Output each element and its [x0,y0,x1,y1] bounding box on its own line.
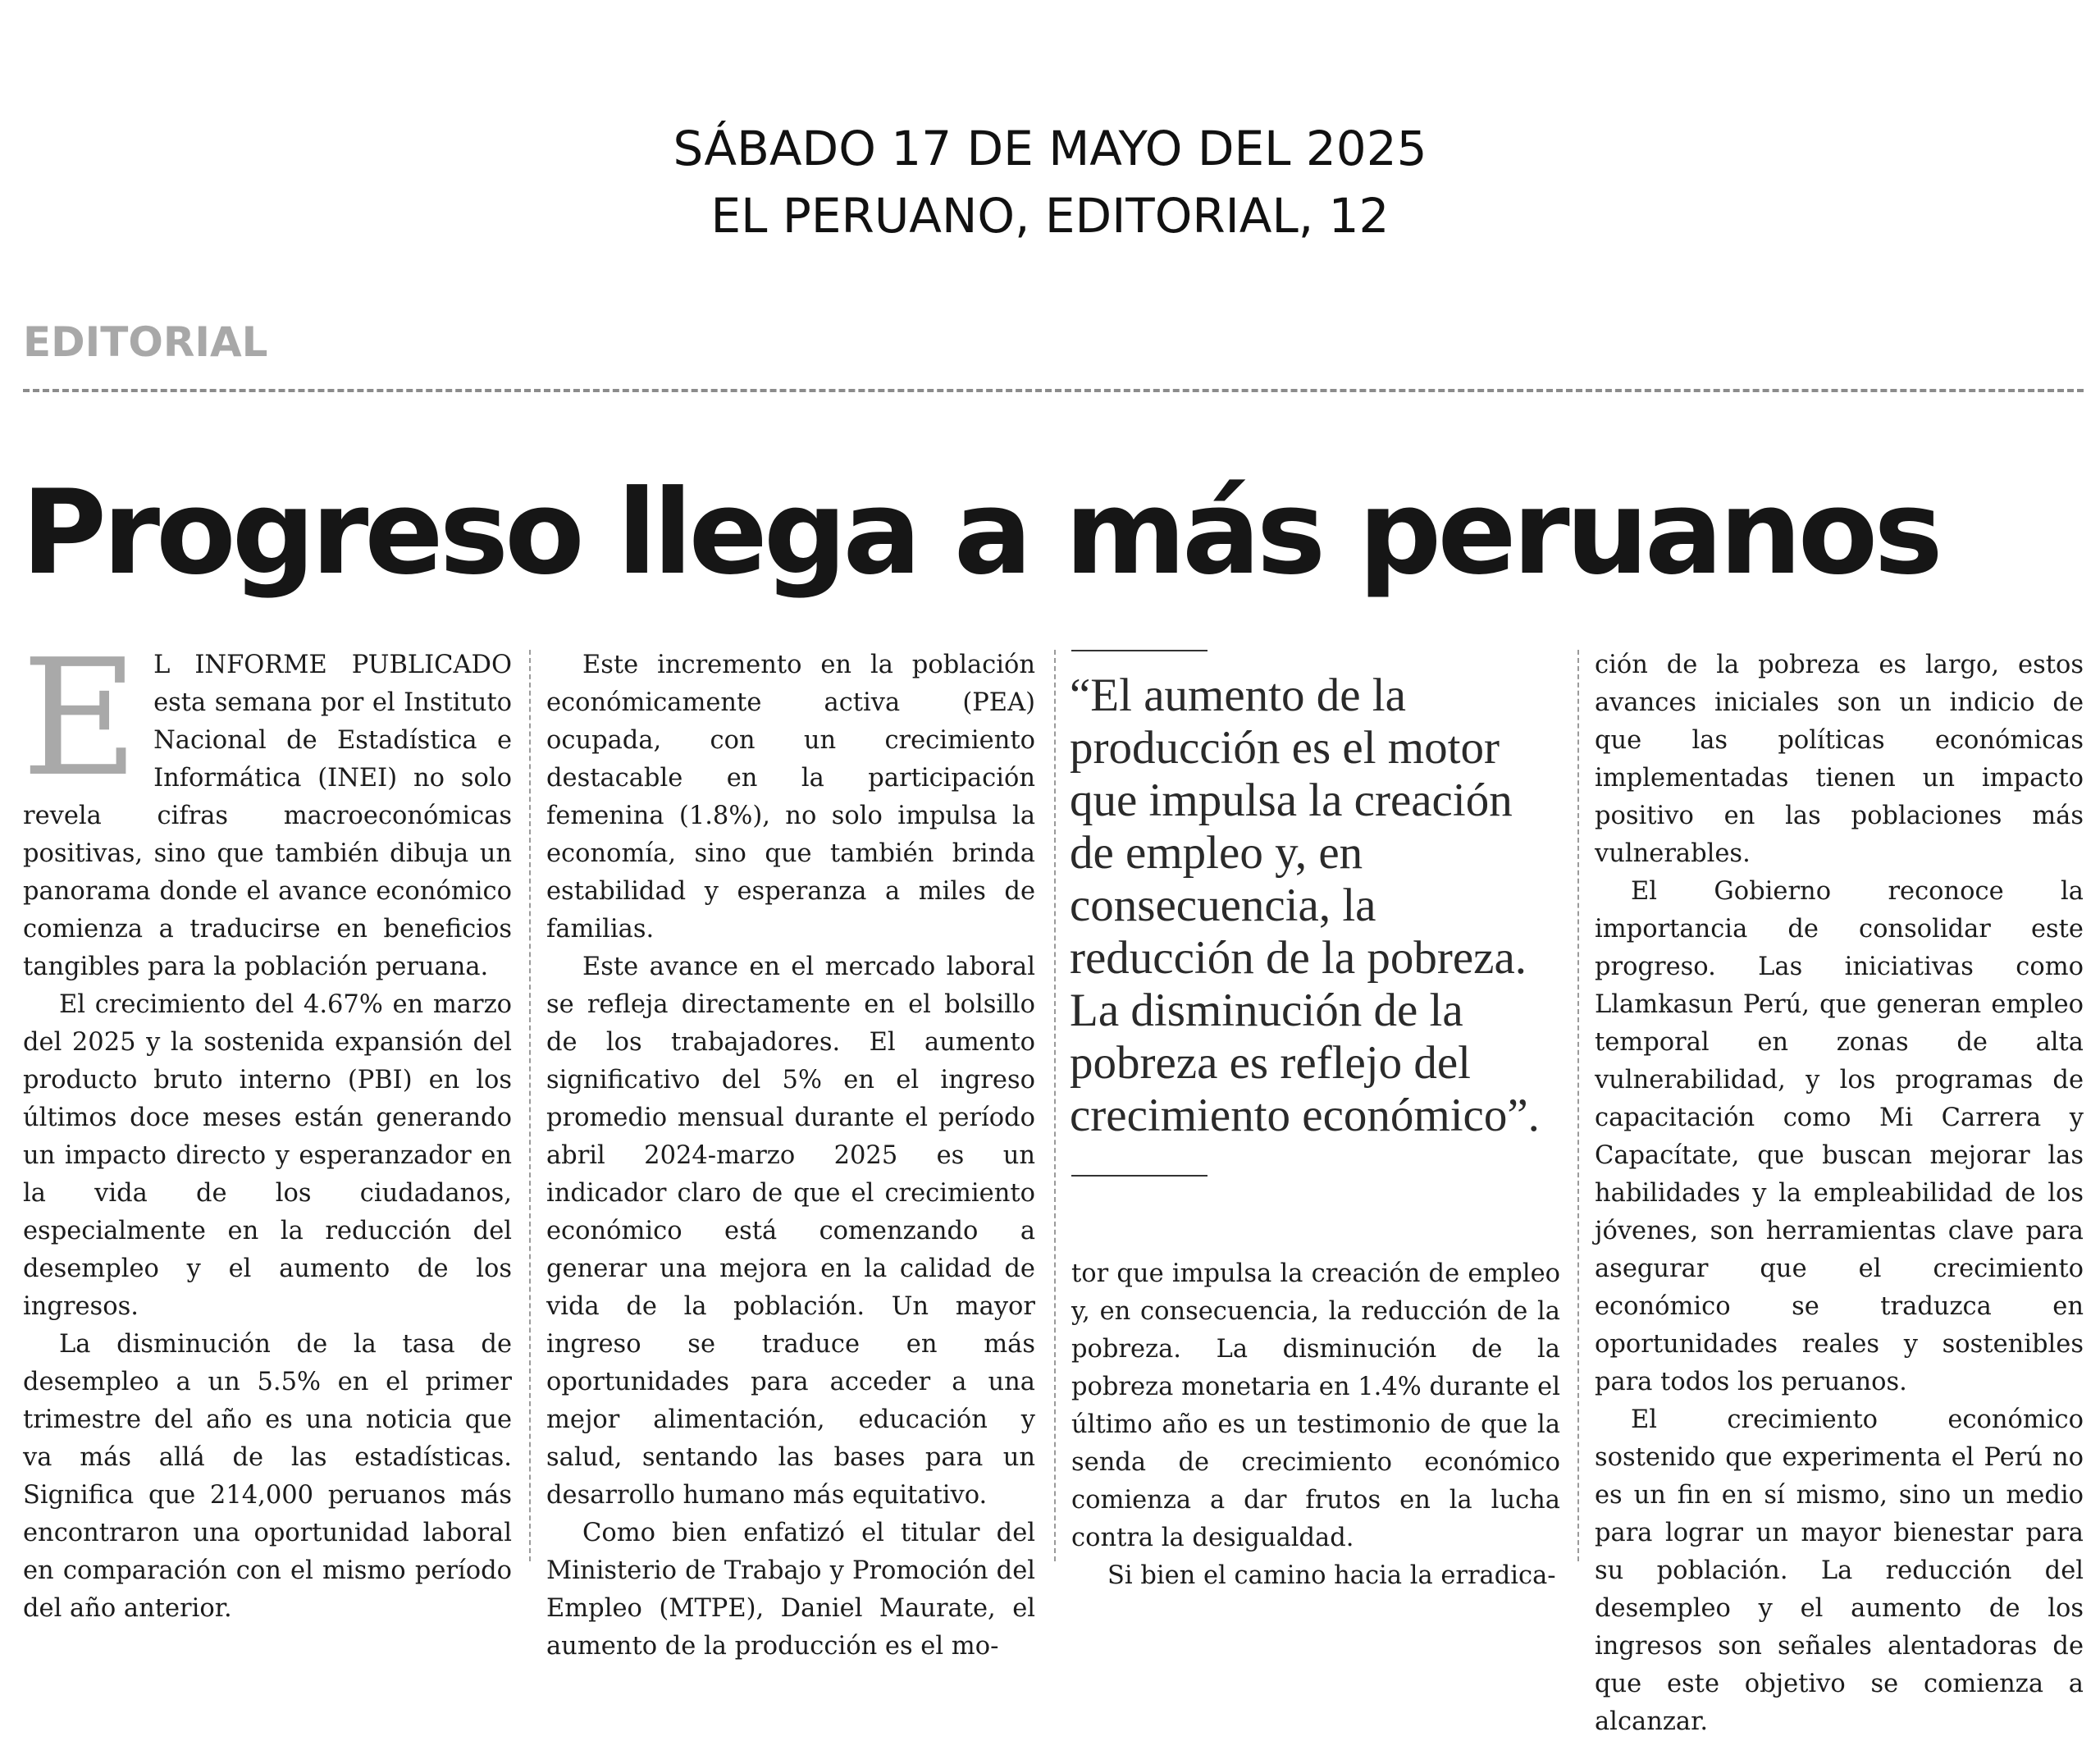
drop-cap: E [21,625,139,812]
headline: Progreso llega a más peruanos [21,465,1939,601]
article-column-1 [21,625,512,1628]
article-column-4 [1595,647,2084,1741]
paragraph: L INFORME PUBLICADO esta semana por el Instituto Nacional de Estadística e Informática (INEI) no solo revela cifras macroeconómicas positivas, sino que también dibuja un panorama donde el avance económico comienza a traducirse en beneficios tangibles para la población peruana. [23,651,512,981]
paragraph: El Gobierno reconoce la importancia de consolidar este progreso. Las iniciativas como Llamkasun Perú, que generan empleo temporal en zonas de alta vulnerabilidad, y los programas de capacitación como Mi Carrera y Capacítate, que buscan mejorar las habilidades y la empleabilidad de los jóvenes, son herramientas clave para asegurar que el crecimiento económico se traduzca en oportunidades reales y sostenibles para todos los peruanos. [1595,877,2084,1396]
paragraph: ción de la pobreza es largo, estos avances iniciales son un indicio de que las políticas económicas implementadas tienen un impacto positivo en las poblaciones más vulnerables. [1595,651,2084,868]
section-divider [23,389,2084,392]
paragraph: Este incremento en la población económicamente activa (PEA) ocupada, con un crecimiento destacable en la participación femenina (1.8%), no solo impulsa la economía, sino que también brinda estabilidad y esperanza a miles de familias. [546,651,1035,944]
pull-quote-rule-top [1071,650,1208,651]
paragraph: Si bien el camino hacia la erradica- [1107,1561,1556,1590]
paragraph: La disminución de la tasa de desempleo a un 5.5% en el primer trimestre del año es una noticia que va más allá de las estadísticas. Significa que 214,000 peruanos más encontraron una oportunidad laboral en comparación con el mismo período del año anterior. [23,1330,512,1623]
paragraph: El crecimiento económico sostenido que experimenta el Perú no es un fin en sí mismo, sino un medio para lograr un mayor bienestar para su población. La reducción del desempleo y el aumento de los ingresos son señales alentadoras de que este objetivo se comienza a alcanzar. [1595,1405,2084,1736]
dateline [0,115,2100,249]
column-divider [529,650,531,1561]
pull-quote: “El aumento de la producción es el motor que impulsa la creación de empleo y, en consecuencia, la reducción de la pobreza. La disminución de la pobreza es reflejo del crecimiento económico”. [1070,669,1540,1141]
paragraph: Como bien enfatizó el titular del Ministerio de Trabajo y Promoción del Empleo (MTPE), Daniel Maurate, el aumento de la producción es el mo- [546,1519,1035,1661]
paragraph: tor que impulsa la creación de empleo y, en consecuencia, la reducción de la pobreza. La disminución de la pobreza monetaria en 1.4% durante el último año es un testimonio de que la senda de crecimiento económico comienza a dar frutos en la lucha contra la desigualdad. [1071,1259,1560,1552]
column-divider [1577,650,1579,1561]
dateline-source: EL PERUANO, EDITORIAL, 12 [710,188,1390,244]
article-column-2 [546,647,1035,1666]
column-divider [1054,650,1056,1561]
pull-quote-rule-bottom [1071,1175,1208,1177]
article-column-3 [1071,1255,1560,1595]
dateline-date: SÁBADO 17 DE MAYO DEL 2025 [673,121,1427,176]
section-label: EDITORIAL [23,318,268,366]
paragraph: El crecimiento del 4.67% en marzo del 2025 y la sostenida expansión del producto bruto interno (PBI) en los últimos doce meses están generando un impacto directo y esperanzador en la vida de los ciudadanos, especialmente en la reducción del desempleo y el aumento de los ingresos. [23,990,512,1321]
paragraph: Este avance en el mercado laboral se refleja directamente en el bolsillo de los trabajadores. El aumento significativo del 5% en el ingreso promedio mensual durante el período abril 2024-marzo 2025 es un indicador claro de que el crecimiento económico está comenzando a generar una mejora en la calidad de vida de la población. Un mayor ingreso se traduce en más oportunidades para acceder a una mejor alimentación, educación y salud, sentando las bases para un desarrollo humano más equitativo. [546,953,1035,1510]
